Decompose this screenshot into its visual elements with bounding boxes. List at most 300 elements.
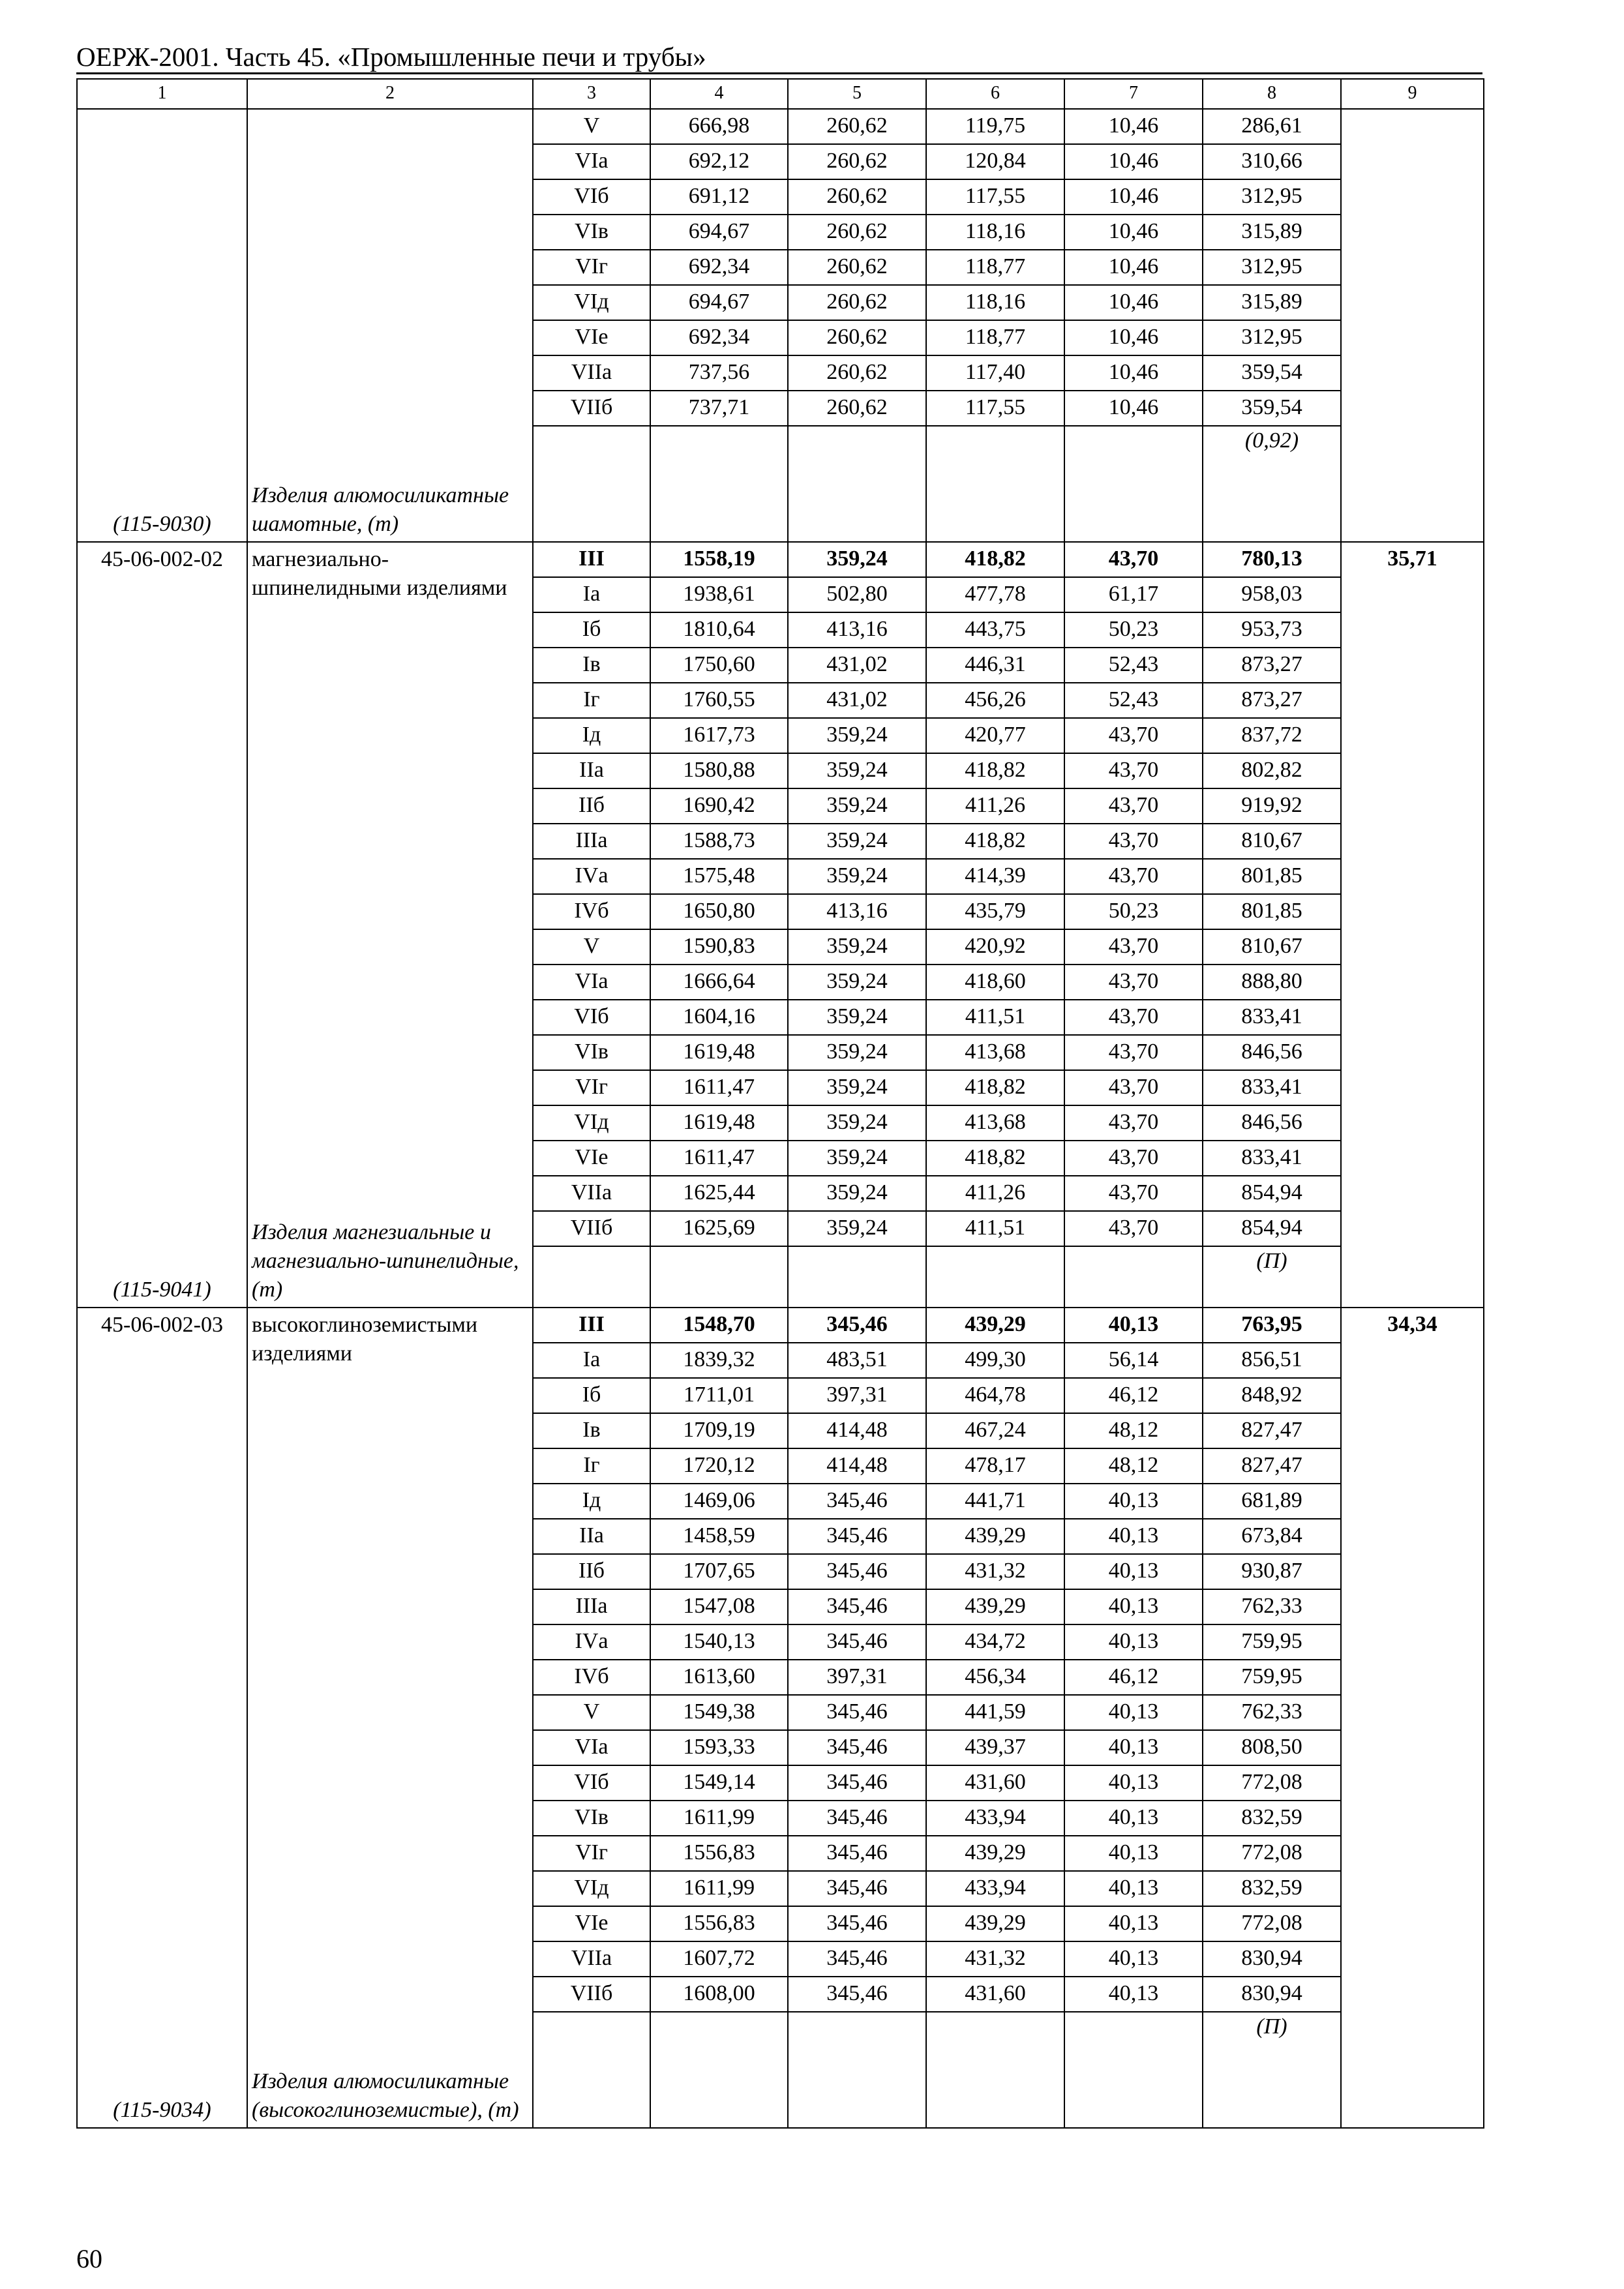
section-code: 45-06-002-02 [101, 547, 223, 571]
value-cell: 411,26 [926, 788, 1064, 824]
value-cell: 1613,60 [650, 1660, 788, 1695]
value-cell: 10,46 [1064, 215, 1203, 250]
zone-cell: IVб [533, 894, 650, 929]
empty-cell [926, 1246, 1064, 1308]
value-cell: 1588,73 [650, 824, 788, 859]
value-cell: 413,68 [926, 1035, 1064, 1070]
value-cell: 737,71 [650, 391, 788, 426]
section-code-cell [77, 1308, 247, 2128]
value-cell: 431,32 [926, 1941, 1064, 1977]
zone-cell: VIа [533, 965, 650, 1000]
value-cell: 414,39 [926, 859, 1064, 894]
value-cell: 502,80 [788, 577, 926, 612]
value-cell: 1690,42 [650, 788, 788, 824]
empty-cell [533, 1246, 650, 1308]
value-cell: 439,29 [926, 1906, 1064, 1941]
zone-cell: VIIа [533, 1176, 650, 1211]
zone-cell: VIб [533, 1765, 650, 1801]
value-cell: 414,48 [788, 1413, 926, 1448]
table-row [77, 542, 1484, 577]
value-cell: 446,31 [926, 648, 1064, 683]
value-cell: 40,13 [1064, 1836, 1203, 1871]
zone-cell: VIе [533, 1141, 650, 1176]
value-cell: 1580,88 [650, 753, 788, 788]
column-number: 3 [533, 79, 650, 109]
value-cell: 48,12 [1064, 1413, 1203, 1448]
value-cell: 359,24 [788, 929, 926, 965]
value-cell: 694,67 [650, 285, 788, 320]
column-number: 2 [247, 79, 533, 109]
value-cell: 772,08 [1203, 1836, 1341, 1871]
value-cell: 359,24 [788, 1211, 926, 1246]
value-cell: 1604,16 [650, 1000, 788, 1035]
value-cell: 345,46 [788, 1554, 926, 1589]
value-cell: 359,24 [788, 718, 926, 753]
value-cell: 801,85 [1203, 894, 1341, 929]
column-number: 7 [1064, 79, 1203, 109]
page-number: 60 [76, 2244, 102, 2273]
value-cell: 359,24 [788, 1176, 926, 1211]
value-cell: 846,56 [1203, 1105, 1341, 1141]
value-cell: 1540,13 [650, 1624, 788, 1660]
value-cell: 418,60 [926, 965, 1064, 1000]
value-cell: 43,70 [1064, 1000, 1203, 1035]
value-cell: 762,33 [1203, 1695, 1341, 1730]
value-cell: 359,24 [788, 1000, 926, 1035]
value-cell: 433,94 [926, 1871, 1064, 1906]
value-cell: 439,29 [926, 1589, 1064, 1624]
value-cell: 411,51 [926, 1211, 1064, 1246]
value-cell: 833,41 [1203, 1000, 1341, 1035]
value-cell: 464,78 [926, 1378, 1064, 1413]
value-cell: 40,13 [1064, 1801, 1203, 1836]
value-cell: 315,89 [1203, 285, 1341, 320]
value-cell: 418,82 [926, 1141, 1064, 1176]
column-number: 9 [1341, 79, 1484, 109]
value-cell: 1650,80 [650, 894, 788, 929]
zone-cell: VIв [533, 1801, 650, 1836]
value-cell: 854,94 [1203, 1211, 1341, 1246]
value-cell: 808,50 [1203, 1730, 1341, 1765]
value-cell: 832,59 [1203, 1871, 1341, 1906]
value-cell: 40,13 [1064, 1554, 1203, 1589]
value-cell: 312,95 [1203, 320, 1341, 355]
zone-cell: VIд [533, 1871, 650, 1906]
value-cell: 418,82 [926, 1070, 1064, 1105]
value-cell: 666,98 [650, 109, 788, 144]
zone-cell: IIIа [533, 1589, 650, 1624]
value-cell: 1666,64 [650, 965, 788, 1000]
zone-cell: Iд [533, 1484, 650, 1519]
resource-code: (115-9030) [113, 512, 211, 536]
value-cell: 1619,48 [650, 1035, 788, 1070]
value-cell: 439,37 [926, 1730, 1064, 1765]
value-cell: 1938,61 [650, 577, 788, 612]
value-cell: 1607,72 [650, 1941, 788, 1977]
value-cell: 833,41 [1203, 1070, 1341, 1105]
zone-cell: VIг [533, 250, 650, 285]
resource-name: Изделия магнезиальные и магнезиально-шпинелидные, (т) [252, 1220, 519, 1302]
value-cell: 919,92 [1203, 788, 1341, 824]
zone-cell: VIе [533, 1906, 650, 1941]
zone-cell: Iв [533, 1413, 650, 1448]
value-cell: 345,46 [788, 1730, 926, 1765]
value-cell: 830,94 [1203, 1941, 1341, 1977]
zone-cell: VIг [533, 1836, 650, 1871]
value-cell: 345,46 [788, 1977, 926, 2012]
value-cell: 43,70 [1064, 753, 1203, 788]
empty-cell [788, 2012, 926, 2128]
value-cell: 359,24 [788, 1141, 926, 1176]
value-cell: 117,55 [926, 391, 1064, 426]
value-cell: 46,12 [1064, 1660, 1203, 1695]
value-cell: 439,29 [926, 1308, 1064, 1343]
value-cell: 397,31 [788, 1660, 926, 1695]
zone-cell: IIб [533, 788, 650, 824]
value-cell: 359,24 [788, 542, 926, 577]
value-cell: 345,46 [788, 1765, 926, 1801]
value-cell: 359,54 [1203, 391, 1341, 426]
section-name-cell [247, 542, 533, 1308]
value-cell: 802,82 [1203, 753, 1341, 788]
value-cell: 418,82 [926, 753, 1064, 788]
value-cell: 833,41 [1203, 1141, 1341, 1176]
empty-cell [533, 2012, 650, 2128]
value-cell: 359,24 [788, 1035, 926, 1070]
value-cell: 499,30 [926, 1343, 1064, 1378]
zone-cell: VIв [533, 1035, 650, 1070]
value-cell: 118,77 [926, 320, 1064, 355]
value-cell: 345,46 [788, 1801, 926, 1836]
value-cell: 118,77 [926, 250, 1064, 285]
value-cell: 420,77 [926, 718, 1064, 753]
value-cell: 40,13 [1064, 1589, 1203, 1624]
value-cell: 692,12 [650, 144, 788, 179]
value-cell: 359,24 [788, 965, 926, 1000]
value-cell: 856,51 [1203, 1343, 1341, 1378]
zone-cell: VIIб [533, 1211, 650, 1246]
empty-cell [1064, 2012, 1203, 2128]
resource-coefficient: (П) [1203, 2012, 1341, 2128]
value-cell: 681,89 [1203, 1484, 1341, 1519]
value-cell: 958,03 [1203, 577, 1341, 612]
value-cell: 888,80 [1203, 965, 1341, 1000]
value-cell: 830,94 [1203, 1977, 1341, 2012]
value-cell: 118,16 [926, 285, 1064, 320]
value-cell: 692,34 [650, 250, 788, 285]
value-cell: 411,26 [926, 1176, 1064, 1211]
value-cell: 260,62 [788, 109, 926, 144]
resource-coefficient: (0,92) [1203, 426, 1341, 542]
value-cell: 43,70 [1064, 824, 1203, 859]
value-cell: 43,70 [1064, 718, 1203, 753]
value-cell: 1548,70 [650, 1308, 788, 1343]
value-cell: 315,89 [1203, 215, 1341, 250]
value-cell: 40,13 [1064, 1977, 1203, 2012]
value-cell: 467,24 [926, 1413, 1064, 1448]
value-cell: 953,73 [1203, 612, 1341, 648]
value-cell: 40,13 [1064, 1308, 1203, 1343]
empty-cell [1064, 426, 1203, 542]
value-cell: 832,59 [1203, 1801, 1341, 1836]
zone-cell: Iг [533, 1448, 650, 1484]
value-cell: 456,26 [926, 683, 1064, 718]
value-cell: 1556,83 [650, 1906, 788, 1941]
resource-coefficient: (П) [1203, 1246, 1341, 1308]
zone-cell: V [533, 1695, 650, 1730]
value-cell: 40,13 [1064, 1484, 1203, 1519]
value-cell: 43,70 [1064, 859, 1203, 894]
value-cell: 10,46 [1064, 285, 1203, 320]
zone-cell: VIIб [533, 391, 650, 426]
section-code-cell [77, 109, 247, 542]
section-name: высокоглиноземистыми изделиями [252, 1313, 478, 1366]
value-cell: 1547,08 [650, 1589, 788, 1624]
value-cell: 1556,83 [650, 1836, 788, 1871]
value-cell: 345,46 [788, 1871, 926, 1906]
value-cell: 420,92 [926, 929, 1064, 965]
value-cell: 43,70 [1064, 1070, 1203, 1105]
value-cell: 810,67 [1203, 929, 1341, 965]
value-cell: 772,08 [1203, 1765, 1341, 1801]
value-cell: 345,46 [788, 1906, 926, 1941]
value-cell: 1839,32 [650, 1343, 788, 1378]
value-cell: 846,56 [1203, 1035, 1341, 1070]
value-cell: 345,46 [788, 1624, 926, 1660]
value-cell: 772,08 [1203, 1906, 1341, 1941]
value-cell: 260,62 [788, 250, 926, 285]
value-cell: 930,87 [1203, 1554, 1341, 1589]
value-cell: 439,29 [926, 1519, 1064, 1554]
value-cell: 43,70 [1064, 965, 1203, 1000]
value-cell: 441,59 [926, 1695, 1064, 1730]
value-cell: 801,85 [1203, 859, 1341, 894]
value-cell: 762,33 [1203, 1589, 1341, 1624]
empty-cell [650, 1246, 788, 1308]
section-code-cell [77, 542, 247, 1308]
value-cell: 1720,12 [650, 1448, 788, 1484]
value-cell: 40,13 [1064, 1519, 1203, 1554]
value-cell: 43,70 [1064, 1141, 1203, 1176]
zone-cell: VIб [533, 179, 650, 215]
zone-cell: V [533, 109, 650, 144]
zone-cell: VIа [533, 1730, 650, 1765]
value-cell: 40,13 [1064, 1624, 1203, 1660]
value-cell: 737,56 [650, 355, 788, 391]
empty-cell [1064, 1246, 1203, 1308]
value-cell: 759,95 [1203, 1624, 1341, 1660]
value-cell: 310,66 [1203, 144, 1341, 179]
value-cell: 359,24 [788, 788, 926, 824]
value-cell: 1709,19 [650, 1413, 788, 1448]
value-cell: 10,46 [1064, 144, 1203, 179]
value-cell: 431,32 [926, 1554, 1064, 1589]
section-code: 45-06-002-03 [101, 1313, 223, 1337]
value-cell: 10,46 [1064, 320, 1203, 355]
zone-cell: VIе [533, 320, 650, 355]
value-cell: 435,79 [926, 894, 1064, 929]
value-cell: 1711,01 [650, 1378, 788, 1413]
value-cell: 46,12 [1064, 1378, 1203, 1413]
value-cell: 413,16 [788, 894, 926, 929]
value-cell: 10,46 [1064, 109, 1203, 144]
value-cell: 1611,47 [650, 1070, 788, 1105]
value-cell: 1575,48 [650, 859, 788, 894]
value-cell: 810,67 [1203, 824, 1341, 859]
zone-cell: Iд [533, 718, 650, 753]
zone-cell: V [533, 929, 650, 965]
value-cell: 260,62 [788, 215, 926, 250]
value-cell: 763,95 [1203, 1308, 1341, 1343]
value-cell: 359,24 [788, 1105, 926, 1141]
value-cell: 780,13 [1203, 542, 1341, 577]
zone-cell: Iа [533, 1343, 650, 1378]
section-name: магнезиально-шпинелидными изделиями [252, 547, 507, 600]
empty-cell [533, 426, 650, 542]
value-cell: 873,27 [1203, 683, 1341, 718]
value-cell: 413,16 [788, 612, 926, 648]
value-cell: 431,02 [788, 648, 926, 683]
value-cell: 413,68 [926, 1105, 1064, 1141]
value-cell: 120,84 [926, 144, 1064, 179]
rates-table [76, 78, 1484, 2129]
value-cell: 40,13 [1064, 1941, 1203, 1977]
value-cell: 260,62 [788, 179, 926, 215]
value-cell: 61,17 [1064, 577, 1203, 612]
zone-cell: Iа [533, 577, 650, 612]
zone-cell: IVб [533, 1660, 650, 1695]
value-cell: 43,70 [1064, 1035, 1203, 1070]
zone-cell: IIIа [533, 824, 650, 859]
value-cell: 694,67 [650, 215, 788, 250]
value-cell: 1590,83 [650, 929, 788, 965]
column-number-row [77, 79, 1484, 109]
value-cell: 483,51 [788, 1343, 926, 1378]
column-number: 8 [1203, 79, 1341, 109]
zone-cell: VIIб [533, 1977, 650, 2012]
table-row [77, 1308, 1484, 1343]
value-cell: 312,95 [1203, 250, 1341, 285]
value-cell: 40,13 [1064, 1730, 1203, 1765]
section-total [1341, 109, 1484, 542]
value-cell: 431,02 [788, 683, 926, 718]
value-cell: 691,12 [650, 179, 788, 215]
value-cell: 1750,60 [650, 648, 788, 683]
zone-cell: VIв [533, 215, 650, 250]
value-cell: 359,24 [788, 824, 926, 859]
value-cell: 40,13 [1064, 1765, 1203, 1801]
value-cell: 1608,00 [650, 1977, 788, 2012]
value-cell: 40,13 [1064, 1695, 1203, 1730]
resource-code: (115-9034) [113, 2098, 211, 2122]
header-rule [76, 72, 1482, 74]
value-cell: 117,40 [926, 355, 1064, 391]
value-cell: 837,72 [1203, 718, 1341, 753]
table-body [77, 79, 1484, 2128]
value-cell: 40,13 [1064, 1906, 1203, 1941]
value-cell: 118,16 [926, 215, 1064, 250]
zone-cell: III [533, 1308, 650, 1343]
value-cell: 873,27 [1203, 648, 1341, 683]
empty-cell [788, 426, 926, 542]
value-cell: 260,62 [788, 320, 926, 355]
value-cell: 397,31 [788, 1378, 926, 1413]
value-cell: 10,46 [1064, 391, 1203, 426]
zone-cell: IVа [533, 1624, 650, 1660]
section-total: 35,71 [1341, 542, 1484, 1308]
value-cell: 260,62 [788, 391, 926, 426]
page-header: ОЕРЖ-2001. Часть 45. «Промышленные печи и трубы» [76, 42, 706, 72]
value-cell: 692,34 [650, 320, 788, 355]
zone-cell: VIд [533, 1105, 650, 1141]
zone-cell: IIа [533, 1519, 650, 1554]
value-cell: 1707,65 [650, 1554, 788, 1589]
value-cell: 260,62 [788, 144, 926, 179]
zone-cell: III [533, 542, 650, 577]
value-cell: 10,46 [1064, 355, 1203, 391]
value-cell: 1611,47 [650, 1141, 788, 1176]
zone-cell: VIIа [533, 355, 650, 391]
empty-cell [926, 2012, 1064, 2128]
value-cell: 441,71 [926, 1484, 1064, 1519]
column-number: 6 [926, 79, 1064, 109]
value-cell: 43,70 [1064, 929, 1203, 965]
value-cell: 1593,33 [650, 1730, 788, 1765]
value-cell: 345,46 [788, 1941, 926, 1977]
value-cell: 1611,99 [650, 1801, 788, 1836]
value-cell: 40,13 [1064, 1871, 1203, 1906]
table-row [77, 109, 1484, 144]
column-number: 1 [77, 79, 247, 109]
value-cell: 477,78 [926, 577, 1064, 612]
zone-cell: IIб [533, 1554, 650, 1589]
value-cell: 827,47 [1203, 1413, 1341, 1448]
zone-cell: VIб [533, 1000, 650, 1035]
value-cell: 1625,44 [650, 1176, 788, 1211]
value-cell: 117,55 [926, 179, 1064, 215]
value-cell: 456,34 [926, 1660, 1064, 1695]
value-cell: 1760,55 [650, 683, 788, 718]
value-cell: 48,12 [1064, 1448, 1203, 1484]
value-cell: 418,82 [926, 542, 1064, 577]
value-cell: 43,70 [1064, 542, 1203, 577]
value-cell: 414,48 [788, 1448, 926, 1484]
value-cell: 359,24 [788, 753, 926, 788]
value-cell: 260,62 [788, 355, 926, 391]
section-name-cell [247, 1308, 533, 2128]
value-cell: 1469,06 [650, 1484, 788, 1519]
value-cell: 478,17 [926, 1448, 1064, 1484]
section-total: 34,34 [1341, 1308, 1484, 2128]
zone-cell: VIг [533, 1070, 650, 1105]
value-cell: 439,29 [926, 1836, 1064, 1871]
value-cell: 43,70 [1064, 788, 1203, 824]
value-cell: 50,23 [1064, 894, 1203, 929]
value-cell: 50,23 [1064, 612, 1203, 648]
value-cell: 434,72 [926, 1624, 1064, 1660]
value-cell: 10,46 [1064, 179, 1203, 215]
value-cell: 1619,48 [650, 1105, 788, 1141]
value-cell: 56,14 [1064, 1343, 1203, 1378]
empty-cell [650, 426, 788, 542]
value-cell: 411,51 [926, 1000, 1064, 1035]
value-cell: 43,70 [1064, 1211, 1203, 1246]
empty-cell [926, 426, 1064, 542]
value-cell: 1810,64 [650, 612, 788, 648]
value-cell: 1558,19 [650, 542, 788, 577]
value-cell: 1549,14 [650, 1765, 788, 1801]
value-cell: 52,43 [1064, 683, 1203, 718]
